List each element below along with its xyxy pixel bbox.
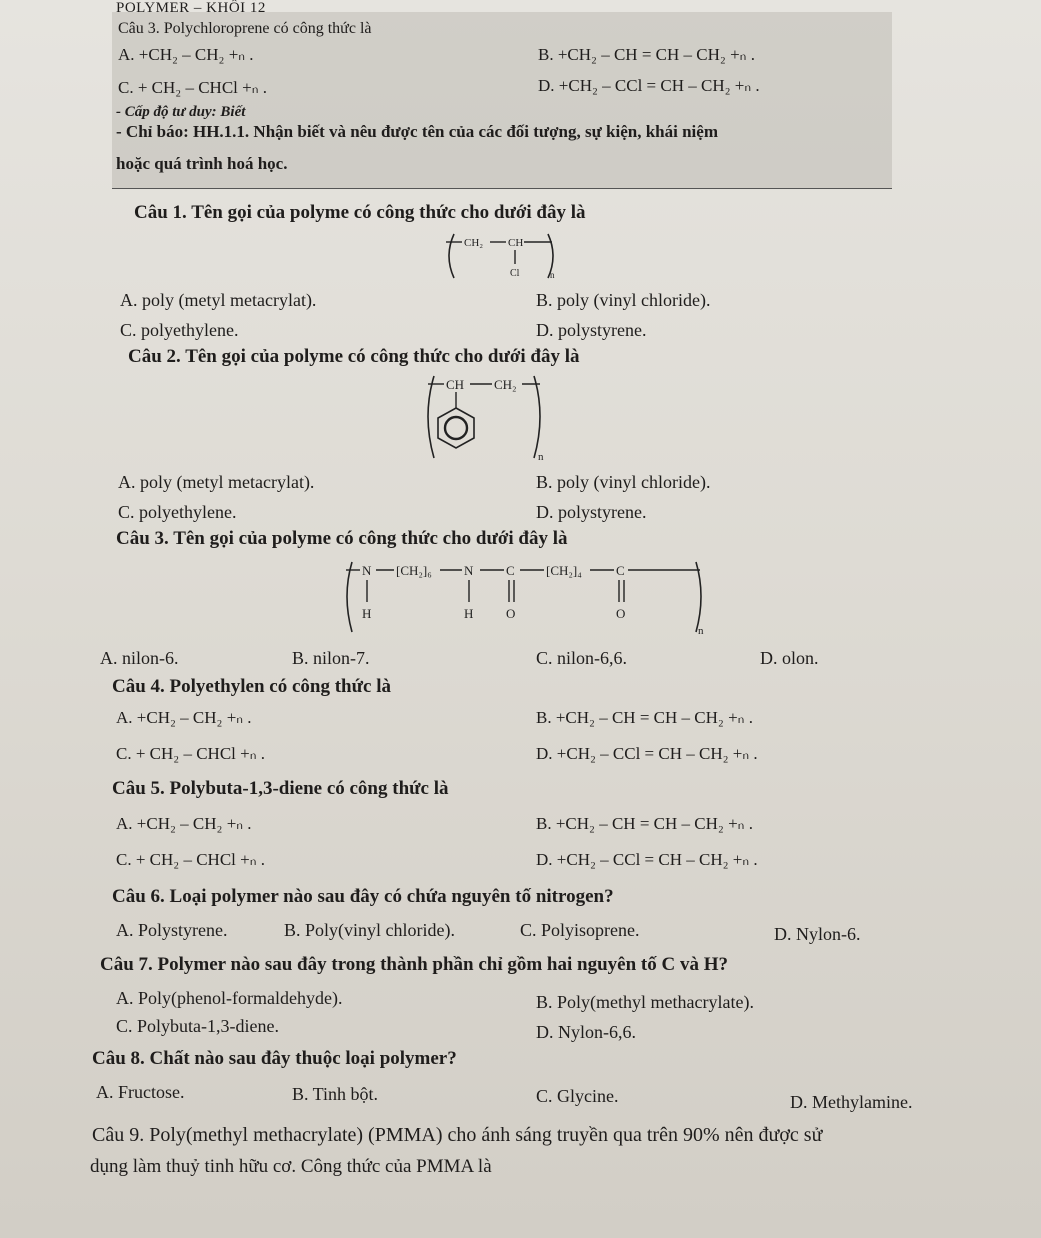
q6-option-d: D. Nylon-6. bbox=[774, 924, 861, 944]
q3-option-c: C. nilon-6,6. bbox=[536, 648, 628, 668]
q3-struct-c: C bbox=[506, 563, 515, 578]
q4-option-a: A. +CH₂ – CH₂ +ₙ . bbox=[116, 708, 252, 727]
q3-option-b: B. nilon-7. bbox=[292, 648, 370, 668]
q5-option-d: D. +CH₂ – CCl = CH – CH₂ +ₙ . bbox=[536, 850, 758, 869]
q1-option-a: A. poly (metyl metacrylat). bbox=[120, 290, 317, 310]
q2-struct-b: CH₂ bbox=[494, 377, 517, 392]
q4-option-d: D. +CH₂ – CCl = CH – CH₂ +ₙ . bbox=[536, 744, 758, 763]
q1-option-d: D. polystyrene. bbox=[536, 320, 647, 340]
q2-option-b: B. poly (vinyl chloride). bbox=[536, 472, 711, 492]
q5-question: Câu 5. Polybuta-1,3-diene có công thức là bbox=[112, 778, 449, 799]
q1-structure bbox=[440, 226, 570, 284]
indicator-line-2: hoặc quá trình hoá học. bbox=[116, 154, 288, 173]
q1-question: Câu 1. Tên gọi của polyme có công thức cho dưới đây là bbox=[134, 202, 586, 223]
q3-question: Câu 3. Tên gọi của polyme có công thức cho dưới đây là bbox=[116, 528, 568, 549]
q6-question: Câu 6. Loại polymer nào sau đây có chứa nguyên tố nitrogen? bbox=[112, 886, 614, 907]
q7-question: Câu 7. Polymer nào sau đây trong thành phần chỉ gồm hai nguyên tố C và H? bbox=[100, 954, 728, 975]
q2-struct-n: n bbox=[538, 451, 544, 463]
q1-option-b: B. poly (vinyl chloride). bbox=[536, 290, 711, 310]
q8-option-b: B. Tinh bột. bbox=[292, 1084, 379, 1104]
q3-struct-h2: H bbox=[464, 606, 474, 621]
q4-question: Câu 4. Polyethylen có công thức là bbox=[112, 676, 391, 697]
q3-option-a: A. nilon-6. bbox=[100, 648, 179, 668]
q1-struct-n: n bbox=[550, 270, 555, 280]
indicator-line-1: - Chỉ báo: HH.1.1. Nhận biết và nêu được tên của các đối tượng, sự kiện, khái niệm bbox=[116, 122, 718, 141]
q1-struct-a: CH₂ bbox=[464, 237, 484, 249]
q8-option-a: A. Fructose. bbox=[96, 1082, 185, 1102]
q4-option-c: C. + CH₂ – CHCl +ₙ . bbox=[116, 744, 266, 763]
q7-option-b: B. Poly(methyl methacrylate). bbox=[536, 992, 754, 1012]
q3-top-option-d: D. +CH₂ – CCl = CH – CH₂ +ₙ . bbox=[538, 76, 760, 95]
q9-line-1: Câu 9. Poly(methyl methacrylate) (PMMA) cho ánh sáng truyền qua trên 90% nên được sử bbox=[92, 1124, 823, 1146]
q2-struct-a: CH bbox=[446, 377, 465, 392]
q6-option-a: A. Polystyrene. bbox=[116, 920, 228, 940]
q3-top-option-b: B. +CH₂ – CH = CH – CH₂ +ₙ . bbox=[538, 45, 755, 64]
q3-struct-c3: C bbox=[616, 563, 625, 578]
q3-top-question: Câu 3. Polychloroprene có công thức là bbox=[118, 20, 372, 37]
q8-option-d: D. Methylamine. bbox=[790, 1092, 913, 1112]
q7-option-a: A. Poly(phenol-formaldehyde). bbox=[116, 988, 343, 1008]
q3-top-option-c: C. + CH₂ – CHCl +ₙ . bbox=[118, 78, 268, 97]
q8-option-c: C. Glycine. bbox=[536, 1086, 619, 1106]
q3-struct-c2: [CH₂]₄ bbox=[546, 563, 582, 578]
q3-struct-n2: N bbox=[464, 563, 474, 578]
q6-option-b: B. Poly(vinyl chloride). bbox=[284, 920, 455, 940]
q5-option-c: C. + CH₂ – CHCl +ₙ . bbox=[116, 850, 266, 869]
q2-option-a: A. poly (metyl metacrylat). bbox=[118, 472, 315, 492]
q3-struct-n: n bbox=[698, 625, 704, 637]
q1-struct-sub: Cl bbox=[510, 268, 520, 279]
q9-line-2: dụng làm thuỷ tinh hữu cơ. Công thức của PMMA là bbox=[90, 1156, 492, 1177]
q1-option-c: C. polyethylene. bbox=[120, 320, 239, 340]
q5-option-a: A. +CH₂ – CH₂ +ₙ . bbox=[116, 814, 252, 833]
benzene-ring-icon bbox=[445, 417, 467, 439]
q5-option-b: B. +CH₂ – CH = CH – CH₂ +ₙ . bbox=[536, 814, 753, 833]
thinking-level: - Cấp độ tư duy: Biết bbox=[116, 104, 246, 120]
q3-struct-o2: O bbox=[616, 606, 626, 621]
q3-top-option-a: A. +CH₂ – CH₂ +ₙ . bbox=[118, 45, 254, 64]
q3-struct-h1: H bbox=[362, 606, 372, 621]
q4-option-b: B. +CH₂ – CH = CH – CH₂ +ₙ . bbox=[536, 708, 753, 727]
page-header: POLYMER – KHỐI 12 bbox=[116, 0, 266, 16]
q2-option-c: C. polyethylene. bbox=[118, 502, 237, 522]
q3-structure bbox=[340, 554, 720, 640]
q3-struct-c1: [CH₂]₆ bbox=[396, 563, 432, 578]
q3-struct-o1: O bbox=[506, 606, 516, 621]
q2-option-d: D. polystyrene. bbox=[536, 502, 647, 522]
q3-option-d: D. olon. bbox=[760, 648, 819, 668]
q8-question: Câu 8. Chất nào sau đây thuộc loại polymer? bbox=[92, 1048, 457, 1069]
q1-struct-b: CH bbox=[508, 237, 524, 249]
q7-option-c: C. Polybuta-1,3-diene. bbox=[116, 1016, 279, 1036]
q6-option-c: C. Polyisoprene. bbox=[520, 920, 640, 940]
q7-option-d: D. Nylon-6,6. bbox=[536, 1022, 636, 1042]
q3-struct-n1: N bbox=[362, 563, 372, 578]
q2-question: Câu 2. Tên gọi của polyme có công thức cho dưới đây là bbox=[128, 346, 580, 367]
q2-structure bbox=[418, 368, 558, 468]
